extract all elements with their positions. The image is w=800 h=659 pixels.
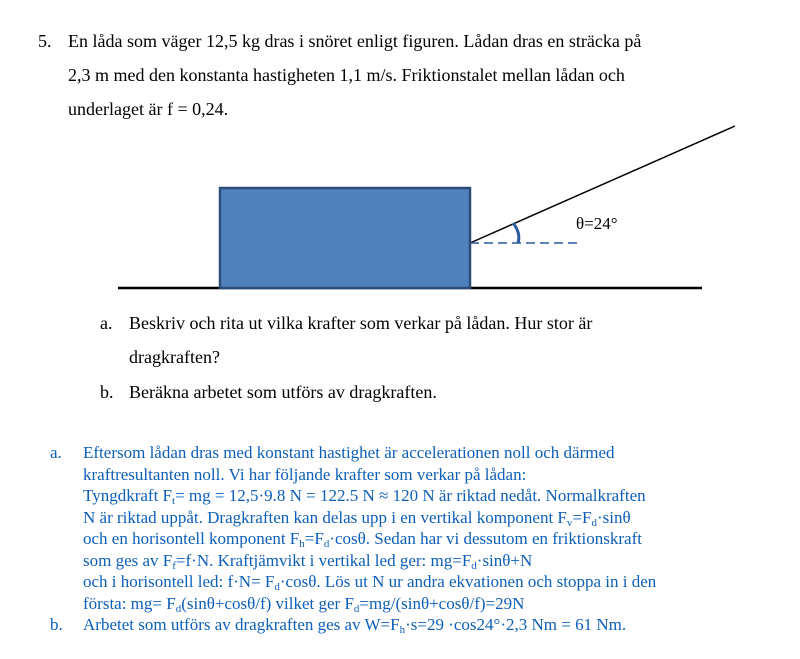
subquestion-a-line-1: Beskriv och rita ut vilka krafter som verkar på lådan. Hur stor är bbox=[129, 313, 593, 333]
angle-label: θ=24° bbox=[576, 214, 618, 233]
angle-arc bbox=[513, 223, 519, 243]
problem-line-3: underlaget är f = 0,24. bbox=[68, 99, 229, 119]
subquestion-b-line-1: Beräkna arbetet som utförs av dragkraften. bbox=[129, 382, 437, 402]
subquestion-a-label: a. bbox=[100, 313, 113, 333]
problem-line-1: En låda som väger 12,5 kg dras i snöret enligt figuren. Lådan dras en sträcka på bbox=[68, 31, 642, 51]
problem-line-2: 2,3 m med den konstanta hastigheten 1,1 m/s. Friktionstalet mellan lådan och bbox=[68, 65, 625, 85]
answer-a-line-1: Eftersom lådan dras med konstant hastighet är accelerationen noll och därmed bbox=[83, 443, 615, 462]
subquestion-a-line-2: dragkraften? bbox=[129, 347, 220, 367]
answer-b-label: b. bbox=[50, 615, 63, 634]
answer-a-line-8: första: $mg= F_d(\sin\theta+\cos\theta/f)$ vilket ger $F_d=mg/(\sin\theta+\cos\theta/f)=29N$ bbox=[83, 593, 525, 615]
answer-a-line-3: Tyngdkraft $F_t=$ mg = 12,5·9.8 N = 122.5 N ≈ 120 N är riktad nedåt. Normalkraften bbox=[83, 486, 646, 507]
box bbox=[220, 188, 470, 288]
answer-a-line-6: som ges av $F_f=f\cdot N$. Kraftjämvikt i vertikal led ger: $mg=F_d\cdot\sin\theta+N$ bbox=[83, 550, 533, 572]
problem-number: 5. bbox=[38, 31, 52, 51]
answer-a-line-4: N är riktad uppåt. Dragkraften kan delas upp i en vertikal komponent $F_v=F_d\cdot\sin\theta$ bbox=[83, 507, 631, 529]
answer-a-line-5: och en horisontell komponent $F_h=F_d\cdot\cos\theta$. Sedan har vi dessutom en friktionskraft bbox=[83, 529, 642, 550]
answer-a-line-7: och i horisontell led: $f\cdot N= F_d\cdot\cos\theta$. Lös ut N ur andra ekvationen och stoppa in i den bbox=[83, 572, 657, 593]
answer-a-label: a. bbox=[50, 443, 62, 462]
subquestion-b-label: b. bbox=[100, 382, 114, 402]
answer-a-line-2: kraftresultanten noll. Vi har följande krafter som verkar på lådan: bbox=[83, 464, 527, 484]
answer-b-line-1: Arbetet som utförs av dragkraften ges av $W=F_h\cdot s=29 \cdot\cos 24^\circ\cdot 2,3$ Nm = 61 Nm. bbox=[83, 615, 627, 636]
